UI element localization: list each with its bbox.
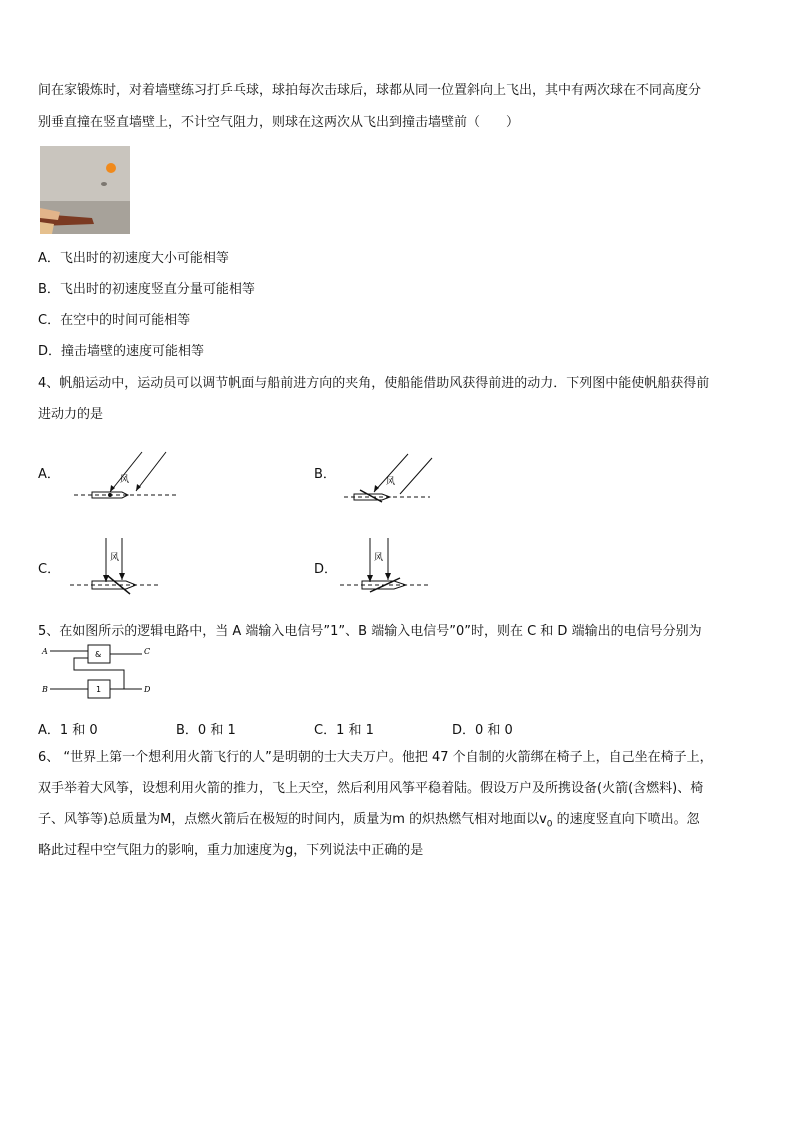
q6-velocity-subscript: 0	[546, 819, 553, 830]
q4-stem-line-1: 4、帆船运动中，运动员可以调节帆面与船前进方向的夹角，使船能借助风获得前进的动力．下列图中能使帆船获得前	[38, 376, 710, 391]
q4-option-c-label[interactable]: C．	[38, 562, 61, 577]
q3-stem-line-1: 间在家锻炼时，对着墙壁练习打乒乓球，球拍每次击球后，球都从同一位置斜向上飞出，其中有两次球在不同高度分	[38, 83, 702, 98]
q5-stem-line-1: 5、在如图所示的逻辑电路中，当 A 端输入电信号”1”、B 端输入电信号”0”时，则在 C 和 D 端输出的电信号分别为	[38, 624, 702, 639]
circuit-label-c: C	[144, 647, 151, 656]
q3-option-b[interactable]: B．飞出时的初速度竖直分量可能相等	[38, 282, 255, 297]
circuit-label-b: B	[42, 685, 48, 694]
q6-line3-text-b: 的速度竖直向下喷出。忽	[552, 812, 700, 827]
q6-line3-text-a: 子、风筝等)总质量为M，点燃火箭后在极短的时间内，质量为m 的炽热燃气相对地面以v	[38, 812, 547, 827]
q5-option-a[interactable]: A．1 和 0	[38, 723, 98, 738]
q4-stem-line-2: 进动力的是	[38, 407, 104, 422]
q5-option-b[interactable]: B．0 和 1	[176, 723, 236, 738]
q3-option-d[interactable]: D．撞击墙壁的速度可能相等	[38, 344, 205, 359]
and-gate-symbol: &	[95, 650, 102, 659]
q6-stem-line-2: 双手举着大风筝，设想利用火箭的推力，飞上天空，然后利用风筝平稳着陆。假设万户及所携设备(火箭(含燃料)、椅	[38, 781, 704, 796]
circuit-label-d: D	[144, 685, 151, 694]
q4-diagram-c	[66, 536, 166, 596]
q4-b-wind-label: 风	[386, 477, 396, 487]
q6-stem-line-1: 6、 “世界上第一个想利用火箭飞行的人”是明朝的士大夫万户。他把 47 个自制的火箭绑在椅子上，自己坐在椅子上，	[38, 750, 713, 765]
q3-stem-line-2: 别垂直撞在竖直墙壁上，不计空气阻力，则球在这两次从飞出到撞击墙壁前（ ）	[38, 115, 520, 130]
q4-c-wind-label: 风	[110, 553, 120, 563]
q5-option-d[interactable]: D．0 和 0	[452, 723, 513, 738]
q3-option-c[interactable]: C．在空中的时间可能相等	[38, 313, 191, 328]
q4-a-wind-label: 风	[120, 475, 130, 485]
ping-pong-photo-drawing	[40, 146, 130, 234]
ping-pong-photo	[40, 146, 130, 234]
q5-option-c[interactable]: C．1 和 1	[314, 723, 374, 738]
q3-option-a[interactable]: A．飞出时的初速度大小可能相等	[38, 251, 229, 266]
q4-diagram-b	[340, 452, 440, 508]
q4-d-wind-label: 风	[374, 553, 384, 563]
circuit-label-a: A	[42, 647, 48, 656]
logic-circuit-diagram	[40, 644, 160, 700]
q4-option-b-label[interactable]: B．	[314, 467, 336, 482]
q4-diagram-d	[336, 536, 436, 596]
not-gate-symbol: 1	[96, 685, 102, 694]
q4-diagram-a	[70, 448, 180, 504]
q4-option-a-label[interactable]: A．	[38, 467, 60, 482]
q6-stem-line-4: 略此过程中空气阻力的影响，重力加速度为g，下列说法中正确的是	[38, 843, 424, 858]
q4-option-d-label[interactable]: D．	[314, 562, 338, 577]
q6-stem-line-3	[38, 812, 758, 833]
